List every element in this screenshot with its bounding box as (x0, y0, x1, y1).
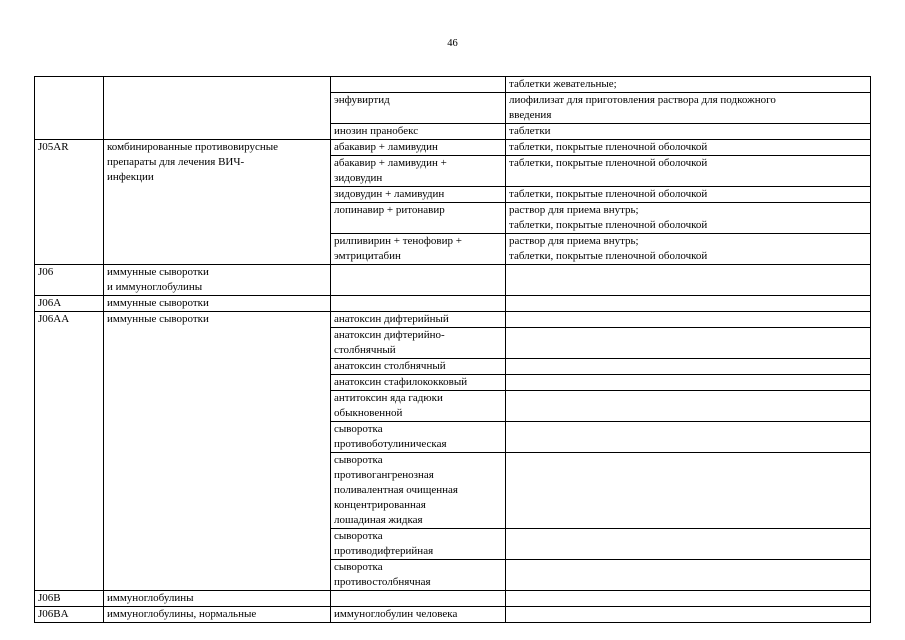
atc-code-cell (35, 77, 104, 140)
group-name-cell (104, 591, 331, 607)
dosage-form-cell (506, 203, 871, 234)
drug-name-cell (331, 234, 506, 265)
dosage-form-cell (506, 140, 871, 156)
cell-line: таблетки, покрытые пленочной оболочкой (509, 250, 708, 262)
cell-line: введения (509, 109, 552, 121)
dosage-form-cell (506, 453, 871, 529)
table-row (35, 140, 871, 156)
dosage-form-cell (506, 391, 871, 422)
cell-line: абакавир + ламивудин + (334, 157, 447, 169)
atc-code-cell: J06B (35, 591, 104, 607)
cell-line: сыворотка (334, 530, 383, 542)
atc-code-cell: J06AA (35, 312, 104, 591)
cell-line: противодифтерийная (334, 545, 434, 557)
drug-name-cell (331, 529, 506, 560)
cell-line: иммунные сыворотки (107, 297, 209, 309)
dosage-form-cell (506, 607, 871, 623)
cell-line: столбнячный (334, 344, 396, 356)
cell-line: иммуноглобулины (107, 592, 194, 604)
cell-line: иммунные сыворотки (107, 266, 209, 278)
table-row (35, 607, 871, 623)
cell-line: инозин пранобекс (334, 125, 419, 137)
group-name-cell (104, 607, 331, 623)
dosage-form-cell (506, 124, 871, 140)
dosage-form-cell (506, 560, 871, 591)
page-number: 46 (447, 38, 458, 49)
cell-line: лиофилизат для приготовления раствора для подкожного (509, 94, 776, 106)
cell-line: сыворотка (334, 454, 383, 466)
drug-name-cell (331, 265, 506, 296)
table-row (35, 312, 871, 328)
cell-line: иммуноглобулин человека (334, 608, 458, 620)
drug-name-cell (331, 560, 506, 591)
cell-line: лошадиная жидкая (334, 514, 423, 526)
drug-name-cell (331, 607, 506, 623)
drug-name-cell (331, 296, 506, 312)
cell-line: лопинавир + ритонавир (334, 204, 445, 216)
drug-name-cell (331, 140, 506, 156)
cell-line: и иммуноглобулины (107, 281, 203, 293)
group-name-cell (104, 140, 331, 265)
drug-table (34, 76, 871, 623)
cell-line: сыворотка (334, 561, 383, 573)
dosage-form-cell (506, 187, 871, 203)
table-row (35, 265, 871, 296)
atc-code-cell: J06A (35, 296, 104, 312)
dosage-form-cell (506, 265, 871, 296)
cell-line: противостолбнячная (334, 576, 431, 588)
cell-line: иммунные сыворотки (107, 313, 209, 325)
cell-line: комбинированные противовирусные (107, 141, 279, 153)
group-name-cell (104, 77, 331, 140)
table-body (35, 77, 871, 623)
dosage-form-cell (506, 93, 871, 124)
cell-line: анатоксин дифтерийно- (334, 329, 445, 341)
drug-name-cell (331, 359, 506, 375)
drug-name-cell (331, 187, 506, 203)
drug-name-cell (331, 312, 506, 328)
cell-line: зидовудин (334, 172, 383, 184)
drug-name-cell (331, 124, 506, 140)
dosage-form-cell (506, 296, 871, 312)
cell-line: рилпивирин + тенофовир + (334, 235, 462, 247)
group-name-cell (104, 312, 331, 591)
cell-line: эмтрицитабин (334, 250, 401, 262)
cell-line: анатоксин столбнячный (334, 360, 446, 372)
dosage-form-cell (506, 328, 871, 359)
cell-line: таблетки (509, 125, 551, 137)
cell-line: абакавир + ламивудин (334, 141, 438, 153)
dosage-form-cell (506, 234, 871, 265)
drug-name-cell (331, 93, 506, 124)
cell-line: анатоксин дифтерийный (334, 313, 449, 325)
drug-name-cell (331, 203, 506, 234)
dosage-form-cell (506, 359, 871, 375)
cell-line: препараты для лечения ВИЧ- (107, 156, 245, 168)
dosage-form-cell (506, 422, 871, 453)
drug-name-cell (331, 328, 506, 359)
cell-line: противоботулиническая (334, 438, 447, 450)
cell-line: таблетки, покрытые пленочной оболочкой (509, 157, 708, 169)
cell-line: инфекции (107, 171, 154, 183)
cell-line: концентрированная (334, 499, 426, 511)
cell-line: поливалентная очищенная (334, 484, 458, 496)
drug-name-cell (331, 77, 506, 93)
table-row (35, 296, 871, 312)
dosage-form-cell (506, 77, 871, 93)
atc-code-cell: J06 (35, 265, 104, 296)
cell-line: иммуноглобулины, нормальные (107, 608, 257, 620)
drug-name-cell (331, 453, 506, 529)
drug-name-cell (331, 422, 506, 453)
cell-line: антитоксин яда гадюки (334, 392, 443, 404)
cell-line: таблетки, покрытые пленочной оболочкой (509, 141, 708, 153)
cell-line: обыкновенной (334, 407, 403, 419)
cell-line: сыворотка (334, 423, 383, 435)
group-name-cell (104, 296, 331, 312)
cell-line: противогангренозная (334, 469, 434, 481)
dosage-form-cell (506, 156, 871, 187)
group-name-cell (104, 265, 331, 296)
dosage-form-cell (506, 312, 871, 328)
cell-line: зидовудин + ламивудин (334, 188, 445, 200)
atc-code-cell: J06BA (35, 607, 104, 623)
table-row (35, 77, 871, 93)
cell-line: раствор для приема внутрь; (509, 235, 639, 247)
atc-code-cell: J05AR (35, 140, 104, 265)
drug-name-cell (331, 375, 506, 391)
cell-line: энфувиртид (334, 94, 390, 106)
cell-line: таблетки, покрытые пленочной оболочкой (509, 188, 708, 200)
drug-name-cell (331, 591, 506, 607)
dosage-form-cell (506, 529, 871, 560)
cell-line: раствор для приема внутрь; (509, 204, 639, 216)
dosage-form-cell (506, 375, 871, 391)
cell-line: анатоксин стафилококковый (334, 376, 468, 388)
cell-line: таблетки жевательные; (509, 78, 617, 90)
drug-name-cell (331, 156, 506, 187)
table-row (35, 591, 871, 607)
drug-name-cell (331, 391, 506, 422)
cell-line: таблетки, покрытые пленочной оболочкой (509, 219, 708, 231)
dosage-form-cell (506, 591, 871, 607)
